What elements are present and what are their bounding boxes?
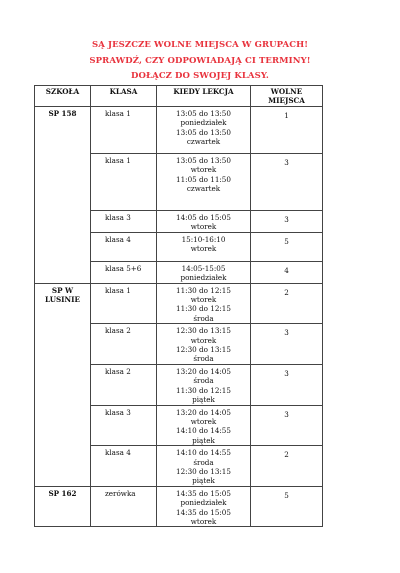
free-seats-cell: 3 <box>251 364 323 405</box>
schedule-line: środa <box>193 457 214 467</box>
schedule-line: 14:05-15:05 <box>181 263 226 273</box>
schedule-line: poniedziałek <box>180 273 227 283</box>
schedule-line: 12:30 do 13:15 <box>176 326 231 336</box>
free-seats-cell: 5 <box>251 486 323 527</box>
schedule-line: wtorek <box>190 222 217 232</box>
class-cell: klasa 1 <box>91 283 157 324</box>
schedule-line: środa <box>193 354 214 364</box>
header-line-3: DOŁĄCZ DO SWOJEJ KLASY. <box>131 71 269 81</box>
schedule-cell <box>157 232 251 261</box>
school-name: SP W LUSINIE <box>35 283 91 486</box>
schedule-line: wtorek <box>190 416 217 426</box>
schedule-line: 13:20 do 14:05 <box>176 366 231 376</box>
school-name: SP 162 <box>35 486 91 527</box>
schedule-line: 13:20 do 14:05 <box>176 407 231 417</box>
schedule-line: czwartek <box>186 184 221 194</box>
column-header-kiedy: KIEDY LEKCJA <box>157 86 251 107</box>
schedule-cell <box>157 486 251 527</box>
schedule-line: piątek <box>192 435 215 445</box>
schedule-line: poniedziałek <box>180 498 227 508</box>
schedule-table <box>34 85 323 527</box>
schedule-line: 13:05 do 13:50 <box>176 156 231 165</box>
free-seats-cell: 2 <box>251 283 323 324</box>
schedule-line: wtorek <box>190 244 217 254</box>
free-seats-cell: 5 <box>251 232 323 261</box>
class-cell: klasa 5+6 <box>91 261 157 283</box>
schedule-line: 14:35 do 15:05 <box>176 507 231 517</box>
schedule-line: wtorek <box>190 165 217 175</box>
class-cell: zerówka <box>91 486 157 527</box>
schedule-cell <box>157 211 251 233</box>
class-cell: klasa 1 <box>91 154 157 211</box>
schedule-line: wtorek <box>190 516 217 526</box>
schedule-cell <box>157 154 251 211</box>
schedule-line: 14:05 do 15:05 <box>176 213 231 222</box>
table-row <box>35 486 323 527</box>
free-seats-cell: 3 <box>251 154 323 211</box>
schedule-line: wtorek <box>190 335 217 345</box>
column-header-szkola: SZKOŁA <box>35 86 91 107</box>
schedule-line: piątek <box>192 476 215 486</box>
class-cell: klasa 3 <box>91 211 157 233</box>
schedule-line: 14:10 do 14:55 <box>176 426 231 436</box>
table-row <box>35 283 323 324</box>
class-cell: klasa 2 <box>91 324 157 365</box>
schedule-line: wtorek <box>190 295 217 305</box>
free-seats-cell: 2 <box>251 446 323 487</box>
schedule-line: 14:10 do 14:55 <box>176 448 231 458</box>
free-seats-cell: 3 <box>251 405 323 446</box>
schedule-line: 12:30 do 13:15 <box>176 345 231 355</box>
schedule-line: 14:35 do 15:05 <box>176 488 231 498</box>
schedule-line: poniedziałek <box>180 118 227 128</box>
schedule-line: 13:05 do 13:50 <box>176 109 231 118</box>
schedule-line: 11:05 do 11:50 <box>176 174 231 184</box>
schedule-line: 13:05 do 13:50 <box>176 127 231 137</box>
header-line-2: SPRAWDŹ, CZY ODPOWIADAJĄ CI TERMINY! <box>89 56 311 66</box>
schedule-line: piątek <box>192 395 215 405</box>
schedule-line: środa <box>193 313 214 323</box>
school-name: SP 158 <box>35 107 91 284</box>
class-cell: klasa 3 <box>91 405 157 446</box>
schedule-cell <box>157 107 251 154</box>
free-seats-cell: 3 <box>251 211 323 233</box>
header-line-1: SĄ JESZCZE WOLNE MIEJSCA W GRUPACH! <box>91 40 309 50</box>
column-header-wolne: WOLNE MIEJSCA <box>251 86 323 107</box>
class-cell: klasa 1 <box>91 107 157 154</box>
table-row <box>35 107 323 154</box>
schedule-line: 11:30 do 12:15 <box>176 304 231 314</box>
schedule-cell <box>157 261 251 283</box>
class-cell: klasa 4 <box>91 232 157 261</box>
schedule-line: środa <box>193 376 214 386</box>
table-header-row <box>35 86 323 107</box>
column-header-klasa: KLASA <box>91 86 157 107</box>
schedule-line: czwartek <box>186 137 221 147</box>
schedule-cell <box>157 324 251 365</box>
schedule-cell <box>157 446 251 487</box>
class-cell: klasa 2 <box>91 364 157 405</box>
schedule-line: 12:30 do 13:15 <box>176 466 231 476</box>
free-seats-cell: 1 <box>251 107 323 154</box>
schedule-cell <box>157 364 251 405</box>
schedule-line: 15:10-16:10 <box>181 234 226 244</box>
free-seats-cell: 3 <box>251 324 323 365</box>
table-body <box>35 107 323 527</box>
schedule-cell <box>157 405 251 446</box>
schedule-line: 11:30 do 12:15 <box>176 385 231 395</box>
free-seats-cell: 4 <box>251 261 323 283</box>
class-cell: klasa 4 <box>91 446 157 487</box>
schedule-line: 11:30 do 12:15 <box>176 285 231 295</box>
schedule-cell <box>157 283 251 324</box>
